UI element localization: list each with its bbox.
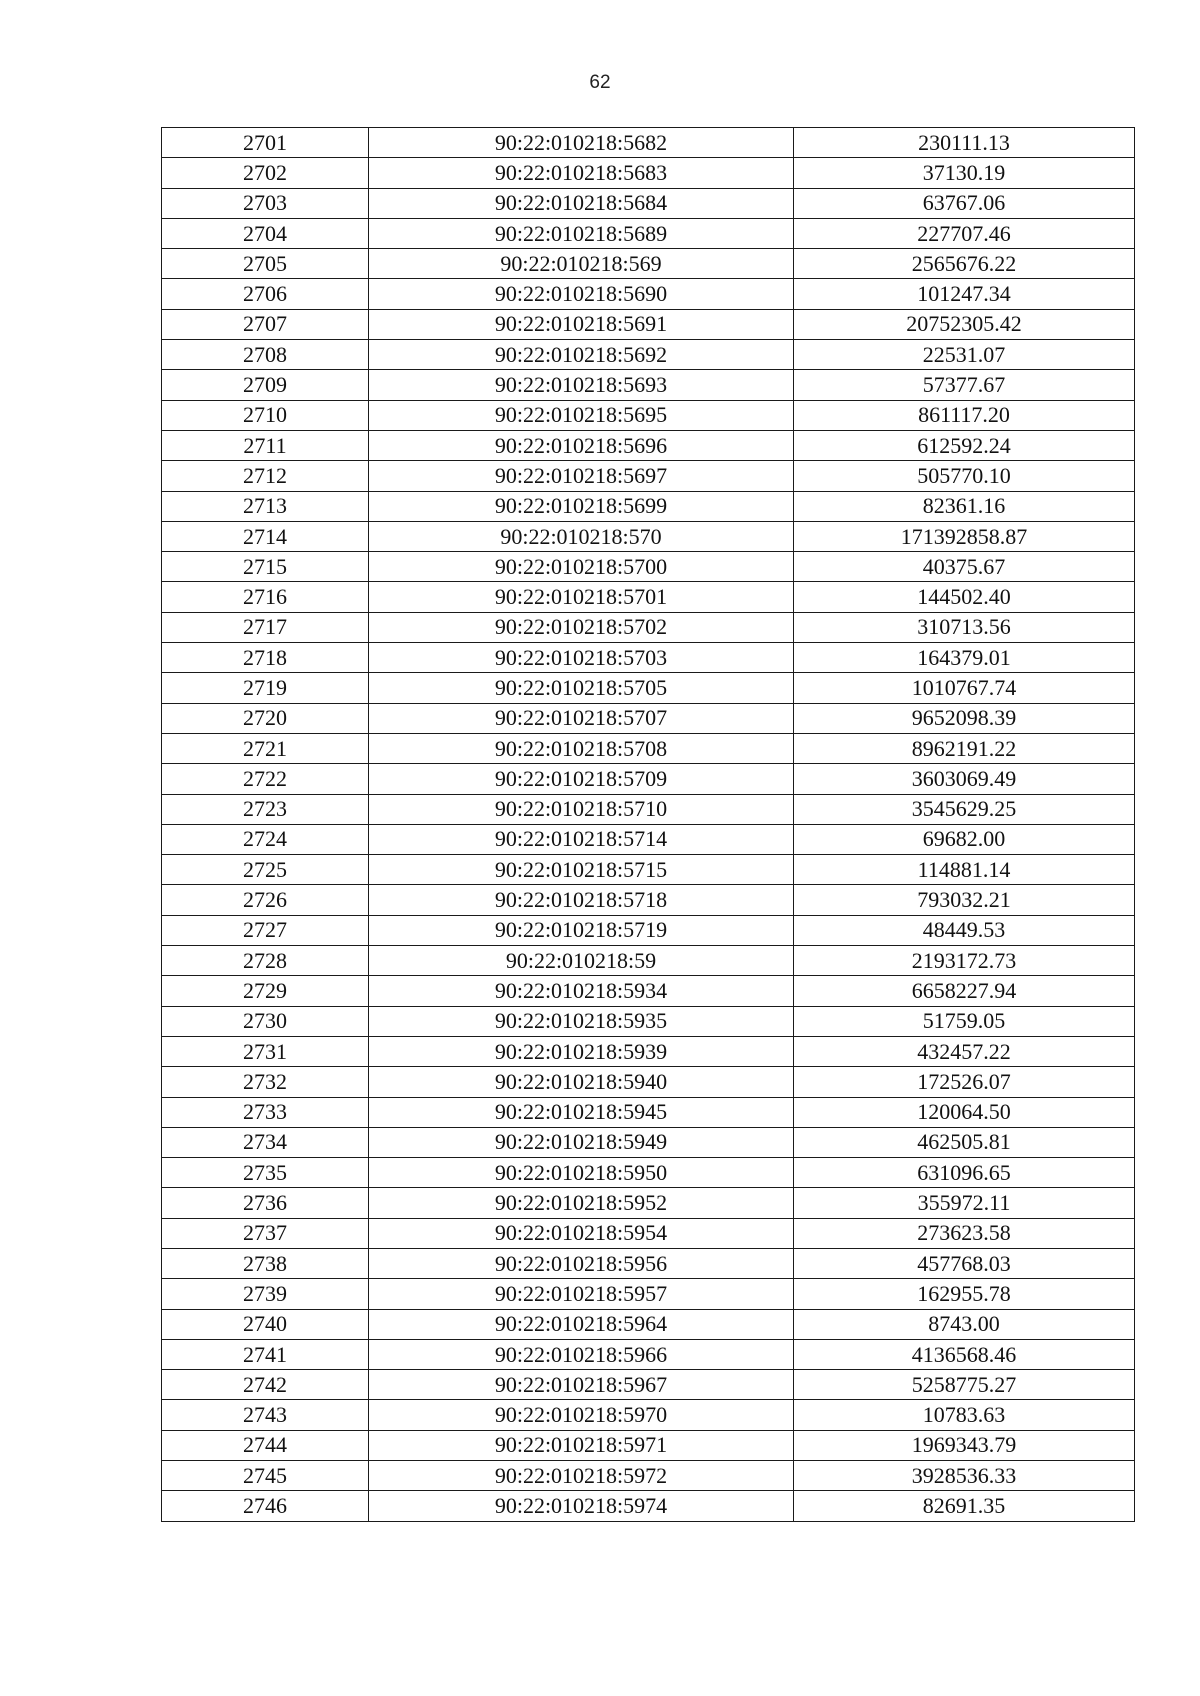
cadastral-number-cell: 90:22:010218:5682 (369, 128, 794, 158)
table-row (162, 400, 1135, 430)
value-cell: 457768.03 (794, 1248, 1135, 1278)
table-row (162, 1491, 1135, 1521)
table-row (162, 673, 1135, 703)
value-cell: 230111.13 (794, 128, 1135, 158)
table-row (162, 461, 1135, 491)
value-cell: 1969343.79 (794, 1430, 1135, 1460)
table-row (162, 794, 1135, 824)
row-number-cell: 2722 (162, 764, 369, 794)
value-cell: 9652098.39 (794, 703, 1135, 733)
value-cell: 227707.46 (794, 218, 1135, 248)
table-row (162, 1339, 1135, 1369)
value-cell: 3603069.49 (794, 764, 1135, 794)
table-row (162, 643, 1135, 673)
table-row (162, 309, 1135, 339)
cadastral-number-cell: 90:22:010218:5970 (369, 1400, 794, 1430)
row-number-cell: 2721 (162, 733, 369, 763)
row-number-cell: 2744 (162, 1430, 369, 1460)
row-number-cell: 2715 (162, 552, 369, 582)
cadastral-number-cell: 90:22:010218:5945 (369, 1097, 794, 1127)
row-number-cell: 2718 (162, 643, 369, 673)
table-row (162, 279, 1135, 309)
cadastral-number-cell: 90:22:010218:5690 (369, 279, 794, 309)
cadastral-number-cell: 90:22:010218:5695 (369, 400, 794, 430)
value-cell: 4136568.46 (794, 1339, 1135, 1369)
table-row (162, 733, 1135, 763)
row-number-cell: 2706 (162, 279, 369, 309)
row-number-cell: 2736 (162, 1188, 369, 1218)
row-number-cell: 2720 (162, 703, 369, 733)
table-row (162, 370, 1135, 400)
cadastral-table (161, 127, 1135, 1522)
cadastral-number-cell: 90:22:010218:5971 (369, 1430, 794, 1460)
value-cell: 82361.16 (794, 491, 1135, 521)
cadastral-number-cell: 90:22:010218:5949 (369, 1127, 794, 1157)
cadastral-number-cell: 90:22:010218:5692 (369, 340, 794, 370)
cadastral-number-cell: 90:22:010218:5967 (369, 1370, 794, 1400)
row-number-cell: 2708 (162, 340, 369, 370)
row-number-cell: 2711 (162, 430, 369, 460)
cadastral-number-cell: 90:22:010218:5934 (369, 976, 794, 1006)
table-row (162, 1461, 1135, 1491)
table-row (162, 1158, 1135, 1188)
value-cell: 37130.19 (794, 158, 1135, 188)
table-row (162, 703, 1135, 733)
cadastral-number-cell: 90:22:010218:5974 (369, 1491, 794, 1521)
row-number-cell: 2746 (162, 1491, 369, 1521)
value-cell: 162955.78 (794, 1279, 1135, 1309)
value-cell: 171392858.87 (794, 521, 1135, 551)
value-cell: 8962191.22 (794, 733, 1135, 763)
value-cell: 10783.63 (794, 1400, 1135, 1430)
row-number-cell: 2717 (162, 612, 369, 642)
table-row (162, 1006, 1135, 1036)
cadastral-number-cell: 90:22:010218:5714 (369, 824, 794, 854)
cadastral-number-cell: 90:22:010218:5705 (369, 673, 794, 703)
value-cell: 48449.53 (794, 915, 1135, 945)
cadastral-number-cell: 90:22:010218:5703 (369, 643, 794, 673)
cadastral-number-cell: 90:22:010218:569 (369, 249, 794, 279)
row-number-cell: 2719 (162, 673, 369, 703)
table-row (162, 1188, 1135, 1218)
value-cell: 6658227.94 (794, 976, 1135, 1006)
value-cell: 51759.05 (794, 1006, 1135, 1036)
table-row (162, 218, 1135, 248)
table-row (162, 1248, 1135, 1278)
table-row (162, 249, 1135, 279)
row-number-cell: 2729 (162, 976, 369, 1006)
table-row (162, 764, 1135, 794)
cadastral-number-cell: 90:22:010218:5709 (369, 764, 794, 794)
cadastral-number-cell: 90:22:010218:570 (369, 521, 794, 551)
value-cell: 861117.20 (794, 400, 1135, 430)
value-cell: 82691.35 (794, 1491, 1135, 1521)
row-number-cell: 2727 (162, 915, 369, 945)
row-number-cell: 2716 (162, 582, 369, 612)
value-cell: 2565676.22 (794, 249, 1135, 279)
table-row (162, 976, 1135, 1006)
cadastral-number-cell: 90:22:010218:5957 (369, 1279, 794, 1309)
cadastral-number-cell: 90:22:010218:5950 (369, 1158, 794, 1188)
row-number-cell: 2743 (162, 1400, 369, 1430)
row-number-cell: 2728 (162, 946, 369, 976)
value-cell: 1010767.74 (794, 673, 1135, 703)
table-row (162, 1127, 1135, 1157)
table-row (162, 1097, 1135, 1127)
cadastral-number-cell: 90:22:010218:5684 (369, 188, 794, 218)
cadastral-number-cell: 90:22:010218:5715 (369, 855, 794, 885)
value-cell: 101247.34 (794, 279, 1135, 309)
value-cell: 120064.50 (794, 1097, 1135, 1127)
cadastral-number-cell: 90:22:010218:59 (369, 946, 794, 976)
table-row (162, 1218, 1135, 1248)
table-row (162, 915, 1135, 945)
table-row (162, 1370, 1135, 1400)
cadastral-number-cell: 90:22:010218:5718 (369, 885, 794, 915)
value-cell: 310713.56 (794, 612, 1135, 642)
table-row (162, 491, 1135, 521)
cadastral-number-cell: 90:22:010218:5683 (369, 158, 794, 188)
cadastral-number-cell: 90:22:010218:5972 (369, 1461, 794, 1491)
value-cell: 172526.07 (794, 1067, 1135, 1097)
row-number-cell: 2732 (162, 1067, 369, 1097)
row-number-cell: 2714 (162, 521, 369, 551)
value-cell: 462505.81 (794, 1127, 1135, 1157)
value-cell: 8743.00 (794, 1309, 1135, 1339)
row-number-cell: 2709 (162, 370, 369, 400)
value-cell: 144502.40 (794, 582, 1135, 612)
cadastral-number-cell: 90:22:010218:5940 (369, 1067, 794, 1097)
value-cell: 5258775.27 (794, 1370, 1135, 1400)
row-number-cell: 2701 (162, 128, 369, 158)
row-number-cell: 2742 (162, 1370, 369, 1400)
table-row (162, 885, 1135, 915)
row-number-cell: 2739 (162, 1279, 369, 1309)
row-number-cell: 2741 (162, 1339, 369, 1369)
value-cell: 164379.01 (794, 643, 1135, 673)
cadastral-number-cell: 90:22:010218:5697 (369, 461, 794, 491)
value-cell: 273623.58 (794, 1218, 1135, 1248)
table-row (162, 521, 1135, 551)
cadastral-number-cell: 90:22:010218:5939 (369, 1036, 794, 1066)
value-cell: 114881.14 (794, 855, 1135, 885)
value-cell: 631096.65 (794, 1158, 1135, 1188)
cadastral-number-cell: 90:22:010218:5710 (369, 794, 794, 824)
table-row (162, 582, 1135, 612)
value-cell: 2193172.73 (794, 946, 1135, 976)
table-row (162, 612, 1135, 642)
table-body (162, 128, 1135, 1522)
row-number-cell: 2733 (162, 1097, 369, 1127)
row-number-cell: 2723 (162, 794, 369, 824)
row-number-cell: 2737 (162, 1218, 369, 1248)
cadastral-number-cell: 90:22:010218:5689 (369, 218, 794, 248)
row-number-cell: 2731 (162, 1036, 369, 1066)
value-cell: 40375.67 (794, 552, 1135, 582)
cadastral-number-cell: 90:22:010218:5954 (369, 1218, 794, 1248)
row-number-cell: 2724 (162, 824, 369, 854)
row-number-cell: 2745 (162, 1461, 369, 1491)
table-row (162, 1309, 1135, 1339)
table-row (162, 340, 1135, 370)
cadastral-number-cell: 90:22:010218:5707 (369, 703, 794, 733)
row-number-cell: 2725 (162, 855, 369, 885)
value-cell: 57377.67 (794, 370, 1135, 400)
table-row (162, 552, 1135, 582)
row-number-cell: 2735 (162, 1158, 369, 1188)
cadastral-number-cell: 90:22:010218:5696 (369, 430, 794, 460)
row-number-cell: 2703 (162, 188, 369, 218)
row-number-cell: 2734 (162, 1127, 369, 1157)
cadastral-number-cell: 90:22:010218:5708 (369, 733, 794, 763)
row-number-cell: 2713 (162, 491, 369, 521)
table-row (162, 824, 1135, 854)
row-number-cell: 2740 (162, 1309, 369, 1339)
row-number-cell: 2707 (162, 309, 369, 339)
cadastral-number-cell: 90:22:010218:5966 (369, 1339, 794, 1369)
table-row (162, 188, 1135, 218)
cadastral-number-cell: 90:22:010218:5702 (369, 612, 794, 642)
row-number-cell: 2702 (162, 158, 369, 188)
value-cell: 22531.07 (794, 340, 1135, 370)
row-number-cell: 2704 (162, 218, 369, 248)
value-cell: 20752305.42 (794, 309, 1135, 339)
table-row (162, 1067, 1135, 1097)
value-cell: 69682.00 (794, 824, 1135, 854)
value-cell: 63767.06 (794, 188, 1135, 218)
cadastral-number-cell: 90:22:010218:5935 (369, 1006, 794, 1036)
table-row (162, 1279, 1135, 1309)
row-number-cell: 2705 (162, 249, 369, 279)
cadastral-number-cell: 90:22:010218:5952 (369, 1188, 794, 1218)
value-cell: 3928536.33 (794, 1461, 1135, 1491)
row-number-cell: 2710 (162, 400, 369, 430)
cadastral-number-cell: 90:22:010218:5691 (369, 309, 794, 339)
value-cell: 612592.24 (794, 430, 1135, 460)
page-number: 62 (589, 72, 611, 93)
row-number-cell: 2730 (162, 1006, 369, 1036)
cadastral-number-cell: 90:22:010218:5701 (369, 582, 794, 612)
cadastral-number-cell: 90:22:010218:5719 (369, 915, 794, 945)
cadastral-number-cell: 90:22:010218:5699 (369, 491, 794, 521)
table-row (162, 1036, 1135, 1066)
value-cell: 355972.11 (794, 1188, 1135, 1218)
row-number-cell: 2726 (162, 885, 369, 915)
table-row (162, 946, 1135, 976)
table-row (162, 430, 1135, 460)
row-number-cell: 2712 (162, 461, 369, 491)
table-row (162, 1400, 1135, 1430)
value-cell: 432457.22 (794, 1036, 1135, 1066)
row-number-cell: 2738 (162, 1248, 369, 1278)
cadastral-number-cell: 90:22:010218:5956 (369, 1248, 794, 1278)
table-row (162, 855, 1135, 885)
cadastral-number-cell: 90:22:010218:5693 (369, 370, 794, 400)
cadastral-number-cell: 90:22:010218:5700 (369, 552, 794, 582)
value-cell: 793032.21 (794, 885, 1135, 915)
table-row (162, 1430, 1135, 1460)
table-row (162, 128, 1135, 158)
table-row (162, 158, 1135, 188)
value-cell: 505770.10 (794, 461, 1135, 491)
value-cell: 3545629.25 (794, 794, 1135, 824)
cadastral-number-cell: 90:22:010218:5964 (369, 1309, 794, 1339)
